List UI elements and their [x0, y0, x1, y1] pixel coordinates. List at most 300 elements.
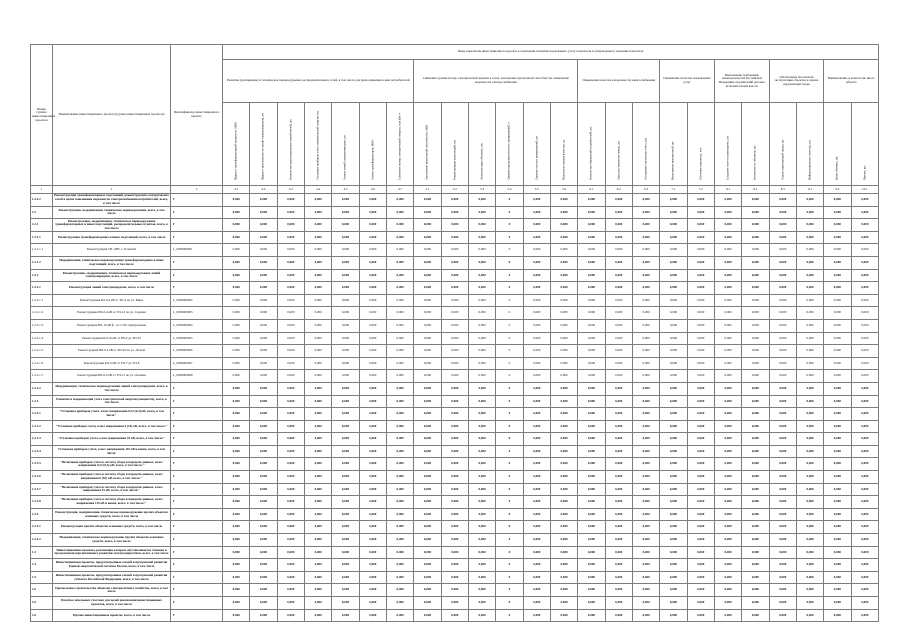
row-value: 0,000 [714, 219, 741, 232]
row-code: 1.6 [31, 609, 53, 622]
row-value: 0,000 [250, 345, 277, 358]
row-value: 0,000 [824, 282, 851, 295]
row-value: 0,000 [687, 269, 714, 282]
row-value: 0,000 [714, 597, 741, 610]
row-value: 0,000 [359, 445, 386, 458]
row-value: 0,000 [632, 534, 659, 547]
row-value: 0,000 [714, 244, 741, 257]
row-value: 0,000 [769, 559, 796, 572]
row-code: 1.2.2.1.3 [31, 319, 53, 332]
row-value: 0,000 [468, 584, 495, 597]
row-value: 0,000 [796, 231, 823, 244]
row-value: 0,000 [660, 282, 687, 295]
row-value: 0,000 [578, 559, 605, 572]
row-value: 0,000 [304, 370, 331, 383]
row-value: 0,000 [223, 244, 250, 257]
row-value: 0,000 [714, 508, 741, 521]
row-value: 0,000 [441, 219, 468, 232]
row-value: 0,000 [550, 534, 577, 547]
row-value: 0,000 [578, 597, 605, 610]
row-value: 0,000 [796, 559, 823, 572]
row-value: 0,000 [223, 433, 250, 446]
row-value: 0,000 [304, 496, 331, 509]
row-value: 0,000 [687, 370, 714, 383]
row-value: 0,000 [523, 609, 550, 622]
row-value: 0,000 [796, 256, 823, 269]
row-value: 0,000 [332, 609, 359, 622]
row-value: 0,000 [632, 559, 659, 572]
row-value: 0 [496, 571, 523, 584]
row-value: 0,000 [223, 294, 250, 307]
row-value: 0,000 [769, 395, 796, 408]
row-value: 0,000 [714, 307, 741, 320]
row-value: 0,000 [468, 445, 495, 458]
row-value: 0,000 [824, 584, 851, 597]
row-value: 0,000 [550, 458, 577, 471]
row-value: 0,000 [386, 345, 413, 358]
row-value: 0,000 [796, 458, 823, 471]
row-value: 0,000 [851, 483, 879, 496]
row-value: 0,000 [414, 357, 441, 370]
row-value: 0,000 [359, 194, 386, 207]
row-value: 0,000 [250, 332, 277, 345]
row-value: 0,000 [223, 231, 250, 244]
row-value: 0,000 [824, 244, 851, 257]
row-value: 0,000 [304, 445, 331, 458]
row-value: 0,000 [304, 382, 331, 395]
row-value: 0,000 [605, 269, 632, 282]
row-value: 0,000 [359, 546, 386, 559]
row-value: 0 [496, 458, 523, 471]
header-indicator-21 [769, 103, 796, 186]
row-value: 0,000 [742, 395, 769, 408]
row-value: 0,000 [578, 521, 605, 534]
row-value: 0,000 [578, 571, 605, 584]
row-value: 0,000 [550, 269, 577, 282]
row-value: 0,000 [550, 244, 577, 257]
row-value: 0,000 [851, 269, 879, 282]
row-value: 0,000 [441, 420, 468, 433]
column-number: 7.2 [687, 186, 714, 194]
row-value: 0,000 [386, 319, 413, 332]
row-value: 0,000 [332, 357, 359, 370]
row-value: 0,000 [714, 496, 741, 509]
row-value: 0,000 [769, 370, 796, 383]
row-value: 0,000 [250, 420, 277, 433]
row-code: 1.2 [31, 206, 53, 219]
table-row [31, 395, 879, 408]
row-value: 0,000 [714, 319, 741, 332]
row-value: 0,000 [304, 282, 331, 295]
row-value: 0,000 [742, 357, 769, 370]
row-value: 0,000 [687, 256, 714, 269]
row-value: 0,000 [468, 269, 495, 282]
row-value: 0,000 [277, 584, 304, 597]
row-value: 0,000 [277, 256, 304, 269]
column-number: 3 [171, 186, 223, 194]
row-value: 0 [496, 244, 523, 257]
row-value: 0,000 [632, 395, 659, 408]
row-value: 0,000 [796, 332, 823, 345]
row-value: 0,000 [660, 534, 687, 547]
row-value: 0,000 [687, 546, 714, 559]
row-value: 0,000 [441, 584, 468, 597]
row-value: 0,000 [824, 319, 851, 332]
column-number: 5.5 [523, 186, 550, 194]
row-value: 0,000 [523, 534, 550, 547]
row-value: 0,000 [769, 294, 796, 307]
header-indicator-13 [550, 103, 577, 186]
row-value: 0,000 [223, 496, 250, 509]
row-value: 0,000 [578, 584, 605, 597]
row-value: 0,000 [223, 534, 250, 547]
row-value: 0,000 [386, 244, 413, 257]
row-value: 0,000 [223, 597, 250, 610]
row-value: 0,000 [714, 521, 741, 534]
row-value: 0,000 [414, 294, 441, 307]
row-value: 0,000 [796, 370, 823, 383]
row-value: 0,000 [304, 597, 331, 610]
row-value: 0,000 [277, 508, 304, 521]
row-value: 0,000 [441, 244, 468, 257]
row-value: 0,000 [687, 445, 714, 458]
row-value: 0,000 [851, 395, 879, 408]
row-value: 0,000 [687, 597, 714, 610]
row-value: 0,000 [441, 332, 468, 345]
row-value: 0,000 [359, 256, 386, 269]
row-value: 0,000 [769, 521, 796, 534]
row-value: 0,000 [851, 597, 879, 610]
row-name: Реконструкция ВЛ-0,4 кВ от ТП-15 по ул. Полевая [53, 370, 171, 383]
row-value: 0,000 [414, 546, 441, 559]
row-value: 0,000 [523, 408, 550, 421]
header-indicator-label: Прочее, шт. [862, 164, 867, 180]
row-value: 0,000 [605, 534, 632, 547]
row-value: 0,000 [660, 206, 687, 219]
row-value: 0,000 [796, 609, 823, 622]
row-value: 0,000 [742, 445, 769, 458]
row-value: 0,000 [304, 244, 331, 257]
row-value: 0,000 [523, 282, 550, 295]
row-value: 0,000 [386, 382, 413, 395]
row-value: 0,000 [250, 496, 277, 509]
row-value: 0,000 [359, 370, 386, 383]
row-value: 0,000 [277, 433, 304, 446]
row-value: 0,000 [632, 471, 659, 484]
row-ident: L_0000000002 [171, 294, 223, 307]
row-value: 0,000 [769, 433, 796, 446]
table-row [31, 471, 879, 484]
row-value: 0,000 [742, 521, 769, 534]
row-value: 0,000 [687, 332, 714, 345]
row-value: 0,000 [605, 370, 632, 383]
row-value: 0,000 [550, 256, 577, 269]
row-value: 0,000 [851, 584, 879, 597]
row-value: 0,000 [578, 345, 605, 358]
row-value: 0,000 [714, 534, 741, 547]
row-value: 0,000 [332, 571, 359, 584]
row-value: 0,000 [796, 433, 823, 446]
row-value: 0,000 [414, 395, 441, 408]
row-value: 0 [496, 231, 523, 244]
row-value: 0,000 [304, 546, 331, 559]
row-value: 0,000 [223, 483, 250, 496]
row-value: 0,000 [578, 382, 605, 395]
row-value: 0,000 [550, 445, 577, 458]
header-indicator-11 [496, 103, 523, 186]
row-value: 0,000 [824, 508, 851, 521]
row-value: 0,000 [660, 231, 687, 244]
row-value: 0,000 [632, 370, 659, 383]
row-value: 0,000 [605, 219, 632, 232]
row-value: 0,000 [660, 609, 687, 622]
row-value: 0,000 [769, 496, 796, 509]
column-number: 6.1 [578, 186, 605, 194]
table-row [31, 357, 879, 370]
row-value: 0,000 [359, 294, 386, 307]
row-value: 0 [496, 609, 523, 622]
header-indicator-label: Замена трансформаторов, МВА [370, 139, 375, 180]
row-value: 0,000 [578, 445, 605, 458]
row-value: 0,000 [550, 357, 577, 370]
row-value: 0,000 [660, 597, 687, 610]
row-value: 0 [496, 546, 523, 559]
table-row [31, 420, 879, 433]
row-value: 0,000 [277, 244, 304, 257]
column-number: 4.6 [359, 186, 386, 194]
row-value: 0,000 [414, 244, 441, 257]
header-indicator-label: Автоматизация объектов, шт. [479, 142, 484, 180]
row-value: 0,000 [468, 382, 495, 395]
row-value: 0,000 [550, 206, 577, 219]
row-value: 0,000 [550, 307, 577, 320]
row-value: 0,000 [605, 294, 632, 307]
row-value: 0,000 [441, 559, 468, 572]
row-name: Реконструкция прочих объектов основных средств, всего, в том числе [53, 521, 171, 534]
row-code: 1.2.1.1.1 [31, 244, 53, 257]
row-value: 0,000 [605, 244, 632, 257]
row-value: 0,000 [742, 194, 769, 207]
row-value: 0,000 [523, 370, 550, 383]
row-value: 0,000 [796, 345, 823, 358]
table-row [31, 294, 879, 307]
row-value: 0,000 [277, 420, 304, 433]
row-value: 0,000 [851, 357, 879, 370]
row-value: 0,000 [386, 546, 413, 559]
row-value: 0,000 [414, 206, 441, 219]
row-value: 0,000 [223, 609, 250, 622]
row-value: 0,000 [824, 445, 851, 458]
header-indicator-label: Обучение персонала, чел. [698, 146, 703, 180]
row-value: 0,000 [605, 559, 632, 572]
row-value: 0,000 [660, 194, 687, 207]
row-value: 0,000 [359, 269, 386, 282]
row-value: 0,000 [223, 370, 250, 383]
row-value: 0,000 [359, 206, 386, 219]
row-value: 0,000 [250, 219, 277, 232]
row-value: 0,000 [550, 521, 577, 534]
row-value: 0,000 [769, 546, 796, 559]
row-value: 0,000 [796, 294, 823, 307]
row-name: "Включение приборов учета в систему сбора и передачи данных, класс напряжения 35 кВ, всего, в том числе:" [53, 483, 171, 496]
row-value: 0,000 [605, 256, 632, 269]
row-value: 0,000 [223, 395, 250, 408]
row-value: 0,000 [632, 597, 659, 610]
row-value: 0,000 [550, 508, 577, 521]
row-value: 0,000 [468, 508, 495, 521]
row-code: 1.2.1.2 [31, 256, 53, 269]
row-value: 0,000 [796, 194, 823, 207]
column-number: 4.1 [223, 186, 250, 194]
row-value: 0,000 [714, 458, 741, 471]
row-value: 0,000 [769, 445, 796, 458]
row-value: 0,000 [578, 206, 605, 219]
column-number: 9.1 [796, 186, 823, 194]
row-value: 0,000 [714, 395, 741, 408]
row-value: 0,000 [332, 420, 359, 433]
row-value: 0,000 [851, 609, 879, 622]
row-value: 0 [496, 471, 523, 484]
row-value: 0,000 [769, 508, 796, 521]
row-value: 0,000 [578, 433, 605, 446]
row-value: 0,000 [414, 382, 441, 395]
row-value: 0,000 [441, 408, 468, 421]
row-value: 0 [496, 408, 523, 421]
row-value: 0,000 [468, 219, 495, 232]
row-value: 0,000 [769, 231, 796, 244]
row-value: 0 [496, 269, 523, 282]
row-value: 0,000 [851, 521, 879, 534]
row-ident: Г [171, 256, 223, 269]
row-value: 0,000 [468, 395, 495, 408]
row-value: 0,000 [550, 231, 577, 244]
row-code: 1.3 [31, 546, 53, 559]
row-ident: L_0000000001 [171, 244, 223, 257]
row-value: 0,000 [223, 408, 250, 421]
table-row [31, 408, 879, 421]
row-value: 0,000 [660, 458, 687, 471]
row-value: 0,000 [414, 420, 441, 433]
row-value: 0,000 [550, 294, 577, 307]
row-value: 0,000 [824, 521, 851, 534]
row-value: 0,000 [687, 584, 714, 597]
row-value: 0,000 [468, 521, 495, 534]
row-value: 0,000 [632, 483, 659, 496]
row-value: 0,000 [441, 319, 468, 332]
row-value: 0,000 [304, 256, 331, 269]
row-value: 0,000 [714, 282, 741, 295]
row-value: 0,000 [605, 445, 632, 458]
row-value: 0,000 [277, 282, 304, 295]
row-value: 0,000 [523, 458, 550, 471]
row-value: 0,000 [386, 231, 413, 244]
row-value: 0,000 [742, 219, 769, 232]
row-code: 1.2.4 [31, 508, 53, 521]
table-row [31, 508, 879, 521]
row-value: 0,000 [359, 458, 386, 471]
row-code: 1.2.3.2 [31, 420, 53, 433]
row-value: 0,000 [851, 508, 879, 521]
row-value: 0 [496, 382, 523, 395]
column-number: 5.6 [550, 186, 577, 194]
row-value: 0,000 [414, 269, 441, 282]
row-value: 0,000 [742, 496, 769, 509]
row-value: 0,000 [660, 559, 687, 572]
row-value: 0,000 [769, 408, 796, 421]
row-value: 0,000 [468, 433, 495, 446]
row-value: 0,000 [304, 194, 331, 207]
row-code: 1.2.3.4 [31, 445, 53, 458]
row-value: 0,000 [332, 282, 359, 295]
row-value: 0,000 [468, 370, 495, 383]
row-code: 1.2.2.1 [31, 282, 53, 295]
row-value: 0,000 [441, 194, 468, 207]
row-value: 0,000 [414, 508, 441, 521]
row-value: 0,000 [632, 521, 659, 534]
row-value: 0,000 [468, 471, 495, 484]
row-value: 0,000 [359, 219, 386, 232]
row-value: 0,000 [223, 521, 250, 534]
row-value: 0,000 [523, 571, 550, 584]
row-value: 0,000 [277, 357, 304, 370]
row-value: 0,000 [223, 508, 250, 521]
row-value: 0,000 [742, 534, 769, 547]
row-ident: Г [171, 521, 223, 534]
row-value: 0,000 [796, 521, 823, 534]
row-value: 0,000 [332, 269, 359, 282]
row-value: 0,000 [332, 244, 359, 257]
row-value: 0,000 [468, 231, 495, 244]
row-value: 0,000 [359, 496, 386, 509]
row-value: 0,000 [769, 345, 796, 358]
row-value: 0,000 [250, 559, 277, 572]
row-value: 0,000 [523, 332, 550, 345]
row-value: 0,000 [632, 319, 659, 332]
row-value: 0,000 [414, 408, 441, 421]
row-value: 0,000 [769, 307, 796, 320]
row-value: 0,000 [359, 307, 386, 320]
row-value: 0,000 [796, 445, 823, 458]
row-value: 0,000 [523, 231, 550, 244]
header-project-name: Наименование инвестиционного проекта (группы инвестиционных проектов) [53, 45, 171, 186]
row-value: 0,000 [304, 571, 331, 584]
row-code: 1.2.3.1 [31, 408, 53, 421]
row-value: 0,000 [687, 357, 714, 370]
table-row [31, 483, 879, 496]
row-value: 0,000 [250, 458, 277, 471]
table-row [31, 370, 879, 383]
row-value: 0,000 [851, 420, 879, 433]
row-value: 0,000 [824, 420, 851, 433]
row-value: 0,000 [605, 420, 632, 433]
row-value: 0,000 [824, 534, 851, 547]
row-value: 0,000 [550, 471, 577, 484]
row-value: 0 [496, 433, 523, 446]
row-value: 0,000 [414, 319, 441, 332]
row-name: Реконструкция ВЛ-0,4 кВ от ТП-12 по ул. Садовая [53, 307, 171, 320]
row-value: 0,000 [386, 269, 413, 282]
header-indicator-12 [523, 103, 550, 186]
header-indicator-label: Безопасность объектов, шт. [752, 144, 757, 180]
header-indicator-label: Снижение потерь электрической энергии, млн кВт·ч [397, 112, 402, 180]
row-value: 0,000 [578, 319, 605, 332]
row-value: 0,000 [605, 496, 632, 509]
row-value: 0,000 [605, 382, 632, 395]
row-value: 0 [496, 584, 523, 597]
row-name: Реконструкция ВЛ-10 кВ ф. 12 от ПС Центральная [53, 319, 171, 332]
row-value: 0,000 [223, 357, 250, 370]
row-value: 0,000 [632, 420, 659, 433]
